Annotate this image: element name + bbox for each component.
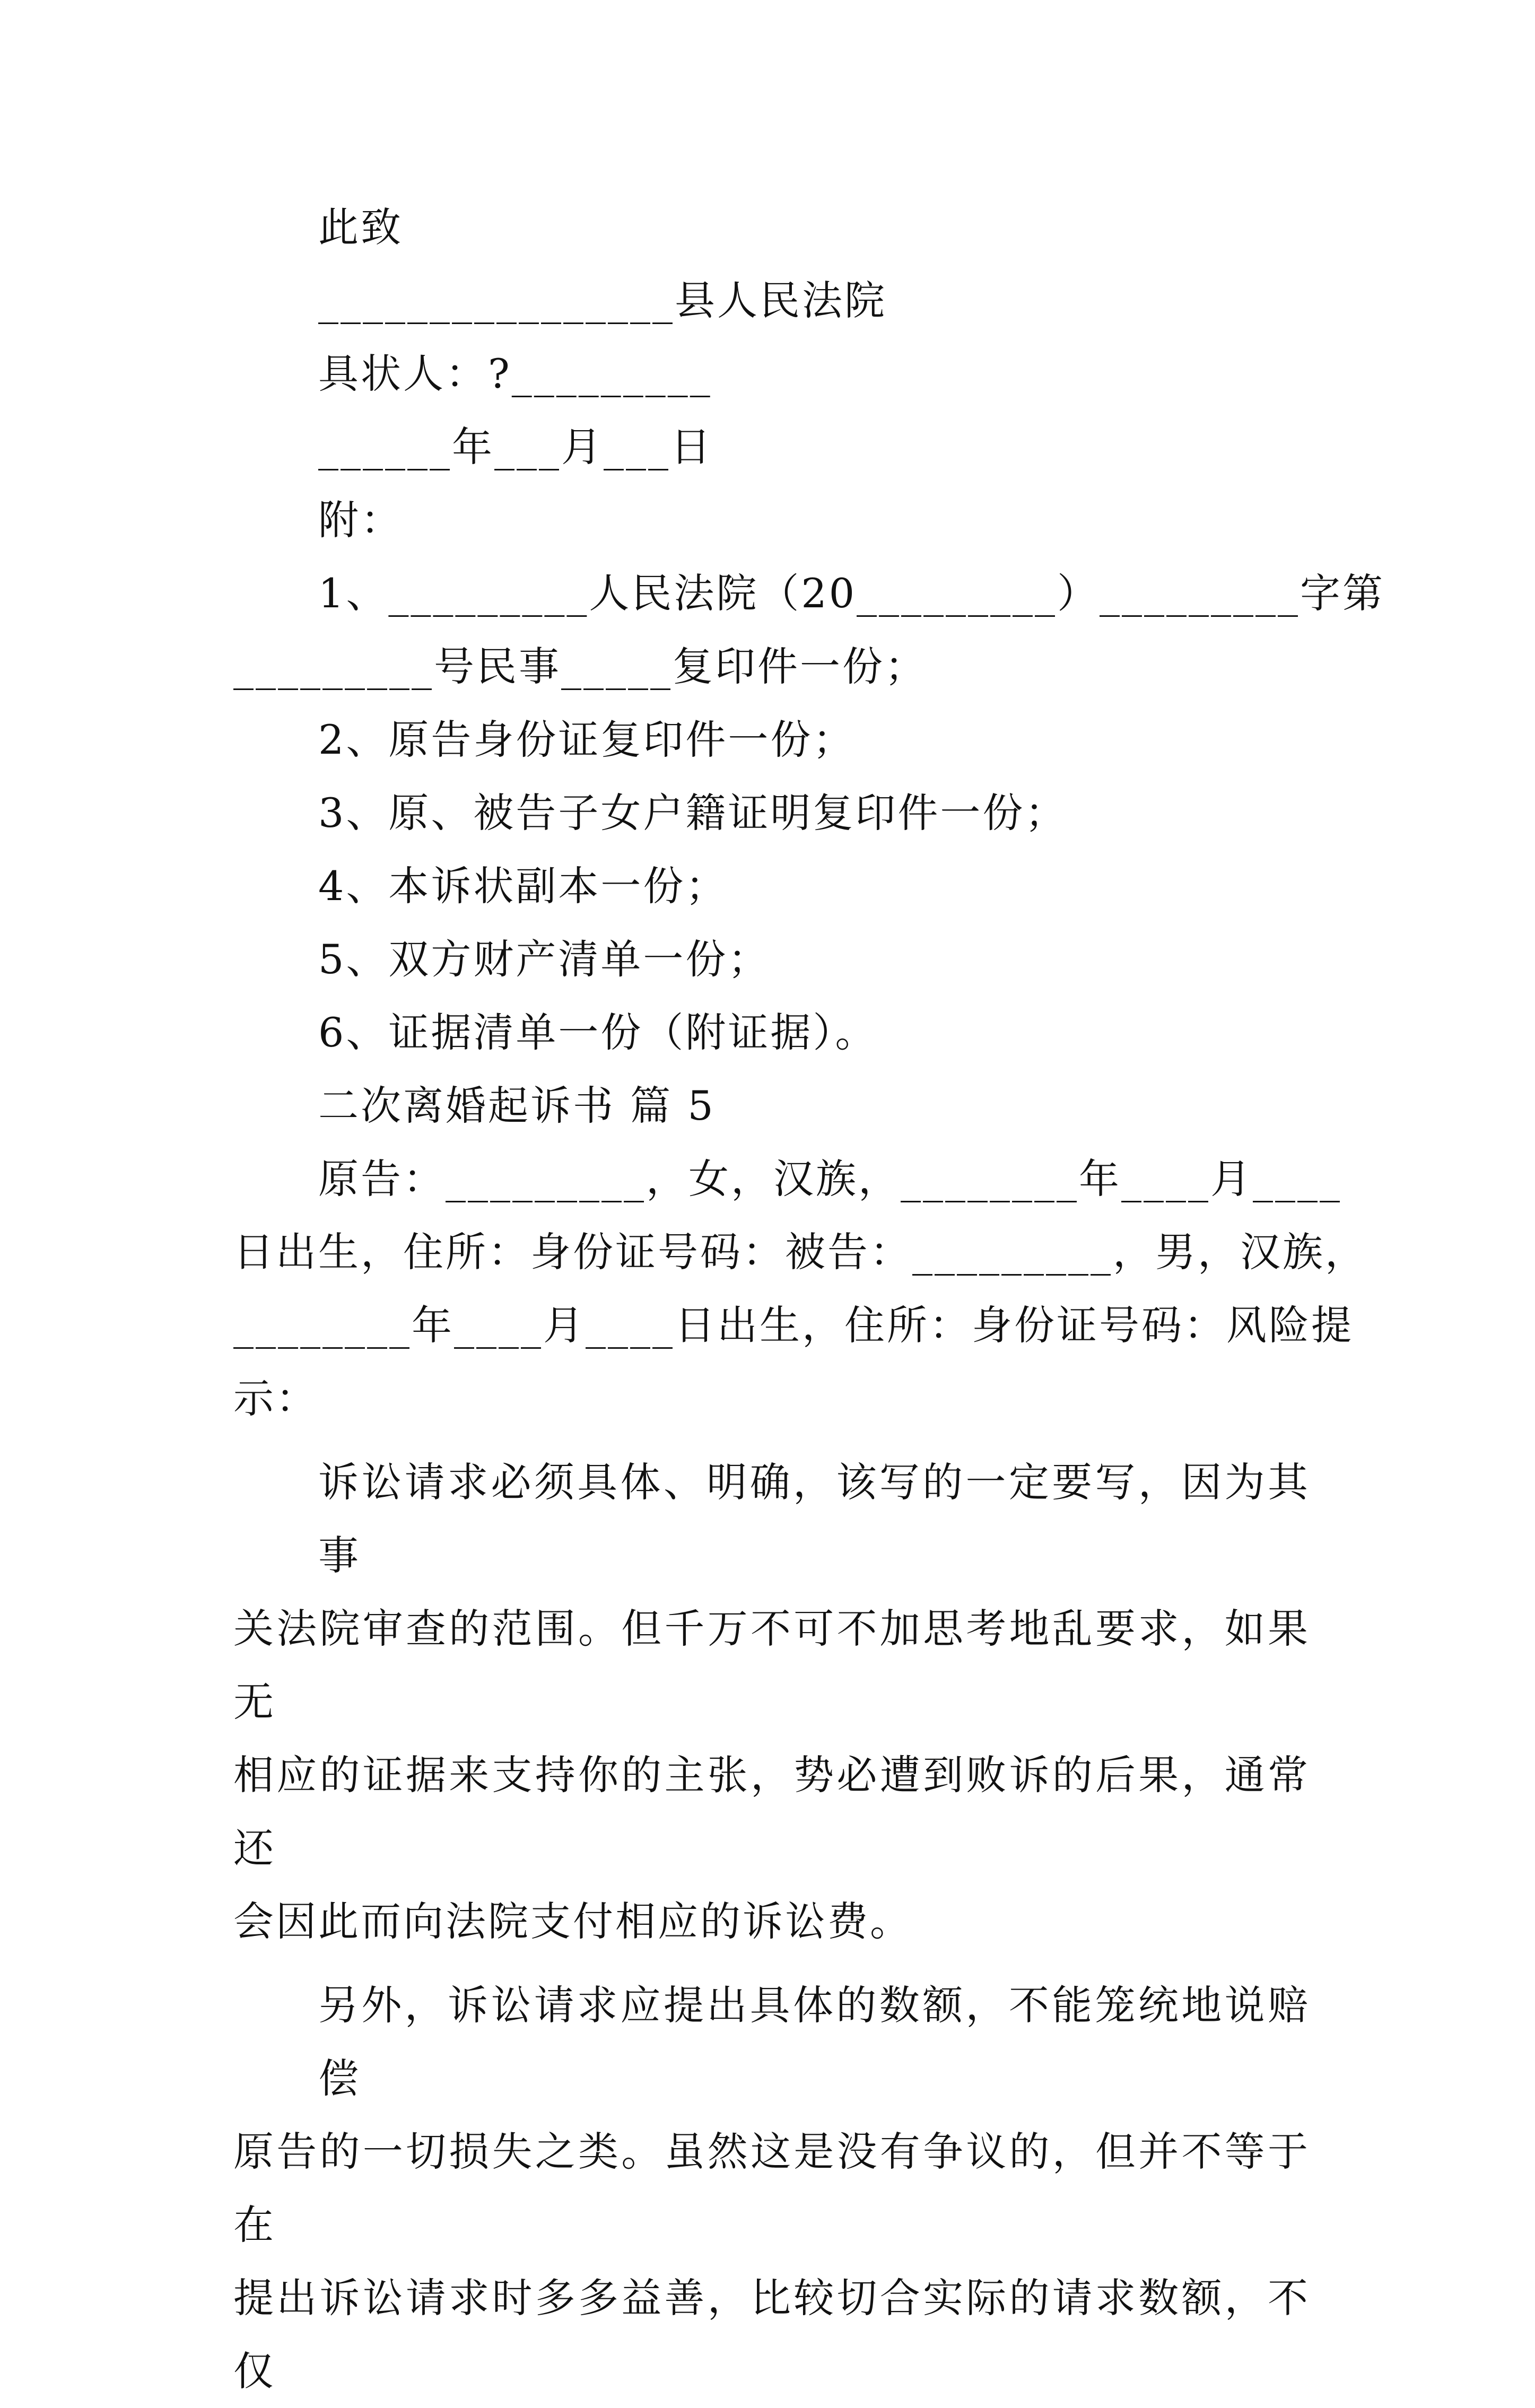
attachment-item-3: 3、原、被告子女户籍证明复印件一份； bbox=[318, 789, 1068, 836]
paragraph-line: 相应的证据来支持你的主张，势必遭到败诉的后果，通常还 bbox=[233, 1751, 1310, 1872]
document-body bbox=[233, 191, 1385, 2408]
attachment-item-4: 4、本诉状副本一份； bbox=[318, 862, 728, 910]
defendant-birth-line: ________年____月____日出生，住所：身份证号码：风险提 bbox=[233, 1302, 1354, 1349]
paragraph-claims bbox=[233, 1446, 1310, 1958]
paragraph-line: 提出诉讼请求时多多益善，比较切合实际的请求数额，不仅 bbox=[233, 2274, 1310, 2395]
plaintiff-line: 原告：_________，女，汉族，________年____月____ bbox=[318, 1155, 1342, 1202]
attachment-item-2: 2、原告身份证复印件一份； bbox=[318, 716, 856, 763]
salutation-line: 此致 bbox=[318, 204, 403, 251]
signer-line: 具状人：?_________ bbox=[318, 350, 712, 397]
paragraph-line: 关法院审查的范围。但千万不可不加思考地乱要求，如果无 bbox=[233, 1605, 1310, 1725]
attachment-item-1: 1、_________人民法院（20_________）_________字第 bbox=[318, 570, 1385, 617]
paragraph-line: 原告的一切损失之类。虽然这是没有争议的，但并不等于在 bbox=[233, 2128, 1310, 2248]
attachment-item-6: 6、证据清单一份（附证据）。 bbox=[318, 1009, 878, 1056]
paragraph-line: 诉讼请求必须具体、明确，该写的一定要写，因为其事 bbox=[318, 1459, 1310, 1579]
attachment-heading: 附： bbox=[318, 496, 403, 544]
attachment-item-5: 5、双方财产清单一份； bbox=[318, 936, 771, 983]
attachment-item-1-continued: _________号民事_____复印件一份； bbox=[233, 643, 927, 690]
spacer bbox=[233, 1435, 1310, 1446]
paragraph-amount bbox=[233, 1969, 1310, 2408]
paragraph-line: 另外，诉讼请求应提出具体的数额，不能笼统地说赔偿 bbox=[318, 1982, 1310, 2102]
date-line: ______年___月___日 bbox=[318, 423, 713, 470]
risk-notice-label: 示： bbox=[233, 1375, 318, 1422]
section-title: 二次离婚起诉书 篇 5 bbox=[318, 1082, 716, 1129]
paragraph-line: 会因此而向法院支付相应的诉讼费。 bbox=[233, 1898, 912, 1945]
court-line: ________________县人民法院 bbox=[318, 277, 887, 324]
defendant-line: 日出生，住所：身份证号码：被告：_________，男，汉族， bbox=[233, 1228, 1367, 1276]
spacer bbox=[233, 1958, 1310, 1969]
